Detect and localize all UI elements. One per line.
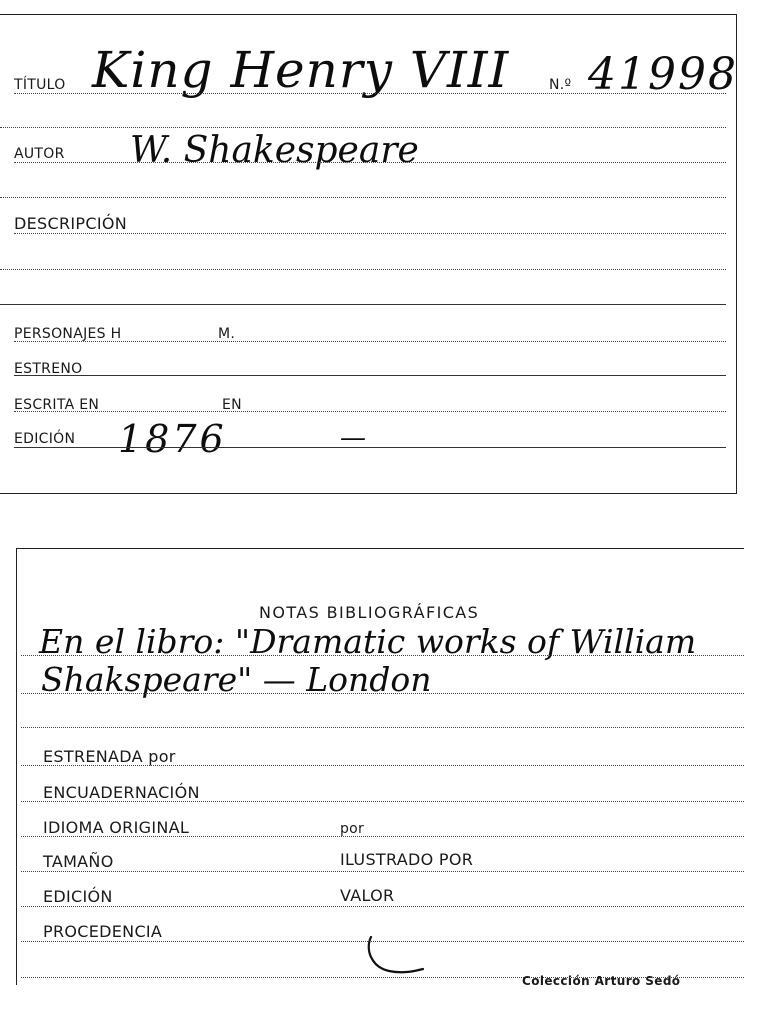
back-edicion-label: EDICIÓN bbox=[43, 887, 113, 906]
personajes-m-label: M. bbox=[218, 326, 236, 342]
notas-rule-2 bbox=[21, 693, 744, 694]
numero-label: N.º bbox=[549, 77, 572, 93]
catalog-card-front bbox=[0, 14, 737, 494]
edicion-label: EDICIÓN bbox=[14, 431, 76, 447]
descripcion-label: DESCRIPCIÓN bbox=[14, 214, 127, 233]
idioma-rule bbox=[21, 836, 744, 837]
tamano-rule bbox=[21, 871, 744, 872]
autor-value: W. Shakespeare bbox=[130, 130, 419, 171]
idioma-por-label: por bbox=[340, 821, 365, 837]
blank-rule-4 bbox=[0, 304, 726, 305]
idioma-label: IDIOMA ORIGINAL bbox=[43, 818, 190, 837]
descripcion-rule bbox=[14, 233, 726, 234]
estreno-rule bbox=[14, 375, 726, 376]
titulo-value: King Henry VIII bbox=[92, 41, 510, 99]
estrenada-rule bbox=[21, 765, 744, 766]
autor-rule bbox=[14, 162, 726, 163]
edicion-dash: — bbox=[340, 423, 366, 453]
coleccion-label: Colección Arturo Sedó bbox=[522, 974, 681, 988]
blank-rule-2 bbox=[0, 197, 726, 198]
pen-stroke-mark bbox=[363, 933, 433, 977]
personajes-rule bbox=[14, 341, 726, 342]
tamano-label: TAMAÑO bbox=[43, 852, 114, 871]
notas-rule-1 bbox=[21, 655, 744, 656]
escrita-label: ESCRITA EN bbox=[14, 397, 100, 413]
notas-line-1: En el libro: "Dramatic works of William bbox=[39, 622, 697, 661]
autor-label: AUTOR bbox=[14, 146, 65, 162]
notas-rule-3 bbox=[21, 727, 744, 728]
edicion-value: 1876 bbox=[118, 417, 227, 461]
notas-label: NOTAS BIBLIOGRÁFICAS bbox=[259, 603, 480, 622]
titulo-label: TÍTULO bbox=[14, 77, 66, 93]
estreno-label: ESTRENO bbox=[14, 361, 83, 377]
notas-line-2: Shakspeare" — London bbox=[41, 660, 432, 699]
escrita-en-label: EN bbox=[222, 397, 242, 413]
edicion-valor-rule bbox=[21, 906, 744, 907]
encuadernacion-label: ENCUADERNACIÓN bbox=[43, 783, 200, 802]
numero-value: 41998 bbox=[588, 49, 738, 100]
encuadernacion-rule bbox=[21, 801, 744, 802]
edicion-rule bbox=[14, 447, 726, 448]
blank-rule-1 bbox=[0, 127, 726, 128]
estrenada-label: ESTRENADA por bbox=[43, 747, 176, 766]
escrita-rule bbox=[14, 411, 726, 412]
blank-rule-3 bbox=[0, 269, 726, 270]
ilustrado-label: ILUSTRADO POR bbox=[340, 850, 474, 869]
catalog-card-back bbox=[16, 548, 744, 988]
personajes-label: PERSONAJES H bbox=[14, 326, 122, 342]
procedencia-label: PROCEDENCIA bbox=[43, 922, 163, 941]
valor-label: VALOR bbox=[340, 886, 395, 905]
titulo-rule bbox=[14, 93, 726, 94]
